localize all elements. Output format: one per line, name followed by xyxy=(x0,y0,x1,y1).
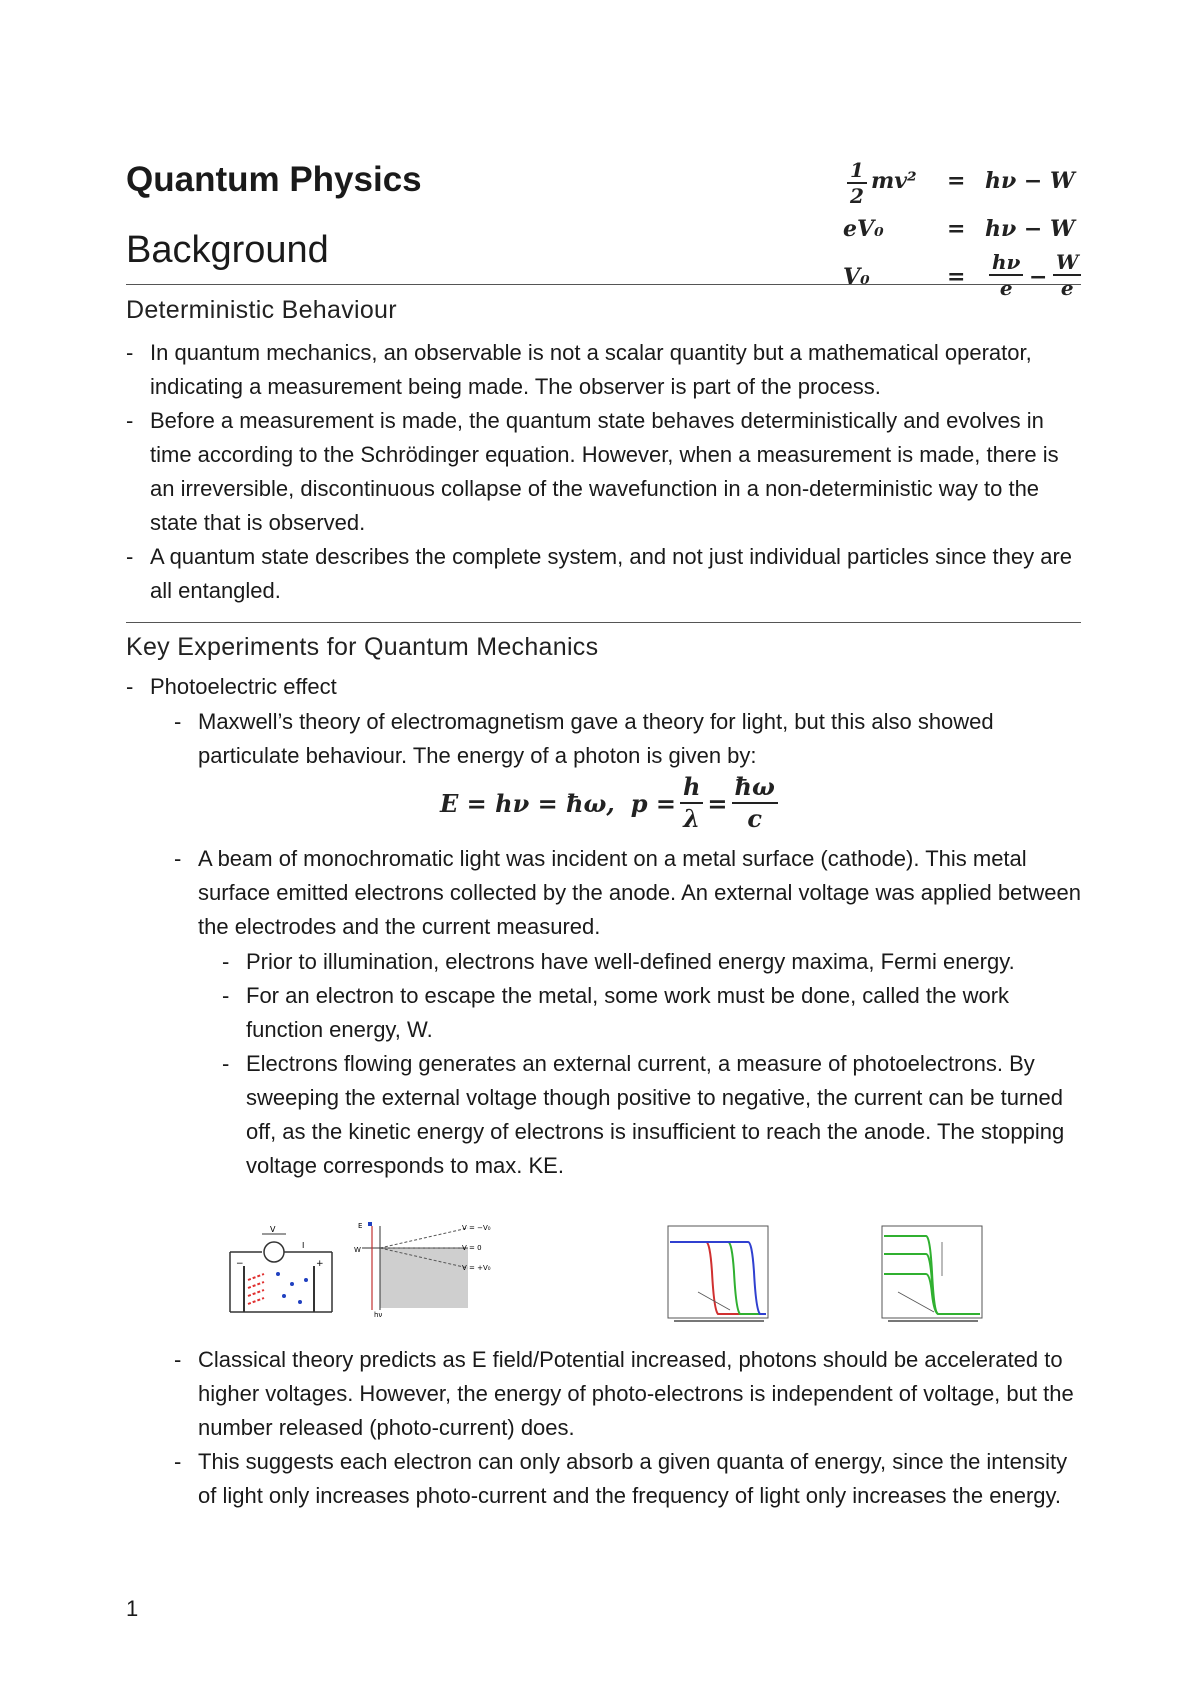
list-item: - Prior to illumination, electrons have well-defined energy maxima, Fermi energy. xyxy=(222,949,1015,974)
deterministic-bullet-list xyxy=(126,336,1086,608)
current-vs-voltage-plot-intensity xyxy=(872,1222,987,1330)
svg-text:+: + xyxy=(316,1259,324,1269)
heading-key-experiments: Key Experiments for Quantum Mechanics xyxy=(126,633,599,661)
svg-text:V = 0: V = 0 xyxy=(462,1244,482,1252)
section-divider xyxy=(126,284,1081,285)
list-item: - Classical theory predicts as E field/Potential increased, photons should be accelerated to higher voltages. However, the energy of photo-electrons is independent of voltage, but the number released (photo-current) does. xyxy=(174,1347,1074,1440)
section-divider xyxy=(126,622,1081,623)
svg-text:V = +V₀: V = +V₀ xyxy=(462,1264,491,1272)
current-vs-voltage-plot-frequency xyxy=(658,1222,773,1330)
document-title: Quantum Physics xyxy=(126,160,422,199)
photoelectric-circuit-diagram xyxy=(222,1222,342,1322)
svg-text:hν: hν xyxy=(374,1311,383,1318)
page-number: 1 xyxy=(126,1596,139,1621)
photoelectric-conclusion-list xyxy=(174,1343,1086,1513)
list-item-photoelectric: - Photoelectric effect xyxy=(126,674,337,699)
svg-text:W: W xyxy=(354,1246,361,1254)
photoelectric-sub-list-2 xyxy=(174,842,1086,944)
energy-level-diagram xyxy=(350,1218,510,1318)
svg-text:V: V xyxy=(270,1225,276,1234)
list-item: - In quantum mechanics, an observable is not a scalar quantity but a mathematical operator, indicating a measurement being made. The observer is part of the process. xyxy=(126,340,1032,399)
svg-text:−: − xyxy=(236,1259,244,1269)
list-item: - A quantum state describes the complete system, and not just individual particles since they are all entangled. xyxy=(126,544,1073,603)
experiments-bullet-list xyxy=(126,670,1086,704)
svg-text:V = −V₀: V = −V₀ xyxy=(462,1224,491,1232)
photoelectric-sub-sub-list xyxy=(222,945,1086,1183)
list-item: - This suggests each electron can only absorb a given quanta of energy, since the intensity of light only increases photo-current and the frequency of light only increases the energy. xyxy=(174,1449,1068,1508)
heading-deterministic-behaviour: Deterministic Behaviour xyxy=(126,296,397,324)
list-item: - A beam of monochromatic light was incident on a metal surface (cathode). This metal surface emitted electrons collected by the anode. An external voltage was applied between the electrodes and the current measured. xyxy=(174,846,1081,939)
list-item: - Maxwell’s theory of electromagnetism gave a theory for light, but this also showed particulate behaviour. The energy of a photon is given by: xyxy=(174,709,994,768)
list-item: - For an electron to escape the metal, some work must be done, called the work function energy, W. xyxy=(222,983,1010,1042)
photon-energy-equation: E = hν = ħω, p = $\frac{h}{\lambda}$ = $\frac{ħ\omega}{c}$ xyxy=(440,770,782,836)
svg-text:E: E xyxy=(358,1222,363,1230)
header-equations: $\frac{1}{2}$ mv² = hν − W eV₀ = hν − W V₀ = $\frac{h\nu}{e}$ − $\frac{W}{e}$ xyxy=(843,158,1093,308)
list-item: - Electrons flowing generates an external current, a measure of photoelectrons. By sweeping the external voltage though positive to negative, the current can be turned off, as the kinetic energy of electrons is insufficient to reach the anode. The stopping voltage corresponds to max. KE. xyxy=(222,1051,1065,1178)
photoelectric-sub-list-1 xyxy=(174,705,1086,773)
section-title: Background xyxy=(126,229,329,271)
svg-text:I: I xyxy=(302,1241,305,1250)
list-item: - Before a measurement is made, the quantum state behaves deterministically and evolves in time according to the Schrödinger equation. However, when a measurement is made, there is an irreversible, discontinuous collapse of the wavefunction in a non-deterministic way to the state that is observed. xyxy=(126,408,1059,535)
